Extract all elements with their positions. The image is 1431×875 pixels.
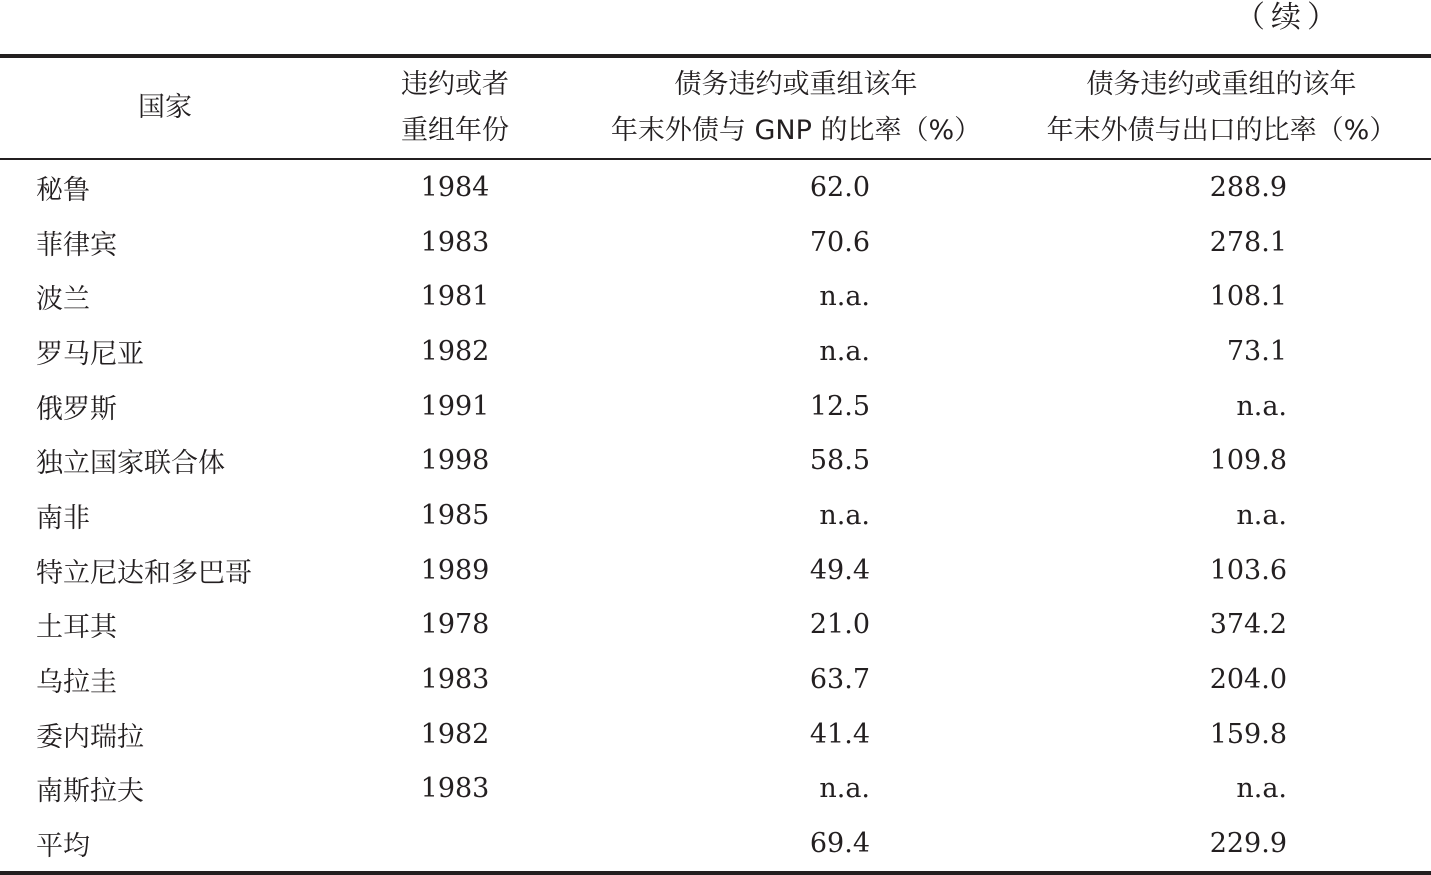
header-year [330, 56, 580, 159]
table-row [0, 215, 1431, 270]
year-cell: 1983 [420, 773, 490, 805]
country-cell: 特立尼达和多巴哥 [36, 557, 252, 589]
header-row [0, 56, 1431, 159]
table-row [0, 707, 1431, 762]
year-cell: 1991 [420, 390, 490, 422]
country-cell: 俄罗斯 [36, 393, 117, 425]
average-debt-gnp: 69.4 [809, 828, 870, 860]
debt-exports-cell: 103.6 [1209, 554, 1287, 586]
debt-gnp-cell: 70.6 [809, 226, 870, 258]
debt-exports-cell: n.a. [1236, 773, 1287, 805]
header-country [0, 56, 330, 159]
continued-label: （续） [1235, 0, 1343, 35]
debt-exports-cell: n.a. [1236, 499, 1287, 531]
table-header [0, 56, 1431, 159]
table-row [0, 159, 1431, 215]
year-cell: 1989 [420, 554, 490, 586]
debt-exports-cell: 288.9 [1209, 171, 1287, 203]
debt-gnp-cell: n.a. [819, 499, 870, 531]
year-cell: 1998 [420, 445, 490, 477]
country-cell: 罗马尼亚 [36, 338, 144, 370]
debt-exports-cell: 109.8 [1209, 445, 1287, 477]
debt-gnp-cell: 12.5 [809, 390, 870, 422]
table-row [0, 433, 1431, 488]
debt-gnp-cell: 63.7 [809, 664, 870, 696]
table-row [0, 762, 1431, 817]
debt-gnp-cell: n.a. [819, 281, 870, 313]
year-cell: 1983 [420, 664, 490, 696]
average-row [0, 816, 1431, 873]
debt-default-table [0, 54, 1431, 875]
header-debt-gnp-line1: 债务违约或重组该年 [674, 69, 918, 100]
country-cell: 土耳其 [36, 612, 117, 644]
table-row [0, 543, 1431, 598]
debt-exports-cell: 204.0 [1209, 664, 1287, 696]
country-cell: 委内瑞拉 [36, 721, 144, 753]
year-cell: 1982 [420, 335, 490, 367]
year-cell: 1981 [420, 281, 490, 313]
country-cell: 南斯拉夫 [36, 776, 144, 808]
country-cell: 秘鲁 [36, 174, 90, 206]
table-row [0, 379, 1431, 434]
year-cell: 1982 [420, 718, 490, 750]
debt-exports-cell: 108.1 [1209, 281, 1287, 313]
header-country-label: 国家 [138, 92, 192, 123]
debt-gnp-cell: 62.0 [809, 171, 870, 203]
debt-gnp-cell: 58.5 [809, 445, 870, 477]
country-cell: 菲律宾 [36, 229, 117, 261]
average-label: 平均 [36, 831, 90, 863]
average-year-cell [330, 816, 580, 873]
year-cell: 1983 [420, 226, 490, 258]
header-year-line1: 违约或者 [401, 69, 509, 100]
table-body [0, 159, 1431, 873]
table-row [0, 488, 1431, 543]
year-cell: 1978 [420, 609, 490, 641]
header-debt-gnp [580, 56, 1012, 159]
header-debt-exports [1012, 56, 1431, 159]
table-row [0, 269, 1431, 324]
year-cell: 1985 [420, 499, 490, 531]
debt-gnp-cell: 49.4 [809, 554, 870, 586]
debt-exports-cell: n.a. [1236, 390, 1287, 422]
country-cell: 乌拉圭 [36, 667, 117, 699]
header-debt-gnp-line2: 年末外债与 GNP 的比率（%） [610, 115, 982, 146]
average-debt-exports: 229.9 [1209, 828, 1287, 860]
debt-exports-cell: 278.1 [1209, 226, 1287, 258]
header-debt-exports-line1: 债务违约或重组的该年 [1086, 69, 1357, 100]
country-cell: 波兰 [36, 284, 90, 316]
table-row [0, 324, 1431, 379]
year-cell: 1984 [420, 171, 490, 203]
table-row [0, 652, 1431, 707]
debt-gnp-cell: 41.4 [809, 718, 870, 750]
debt-exports-cell: 159.8 [1209, 718, 1287, 750]
debt-gnp-cell: n.a. [819, 335, 870, 367]
debt-gnp-cell: n.a. [819, 773, 870, 805]
header-debt-exports-line2: 年末外债与出口的比率（%） [1046, 115, 1397, 146]
country-cell: 南非 [36, 502, 90, 534]
table-row [0, 598, 1431, 653]
debt-exports-cell: 374.2 [1209, 609, 1287, 641]
header-year-line2: 重组年份 [401, 115, 509, 146]
country-cell: 独立国家联合体 [36, 448, 225, 480]
debt-gnp-cell: 21.0 [809, 609, 870, 641]
debt-exports-cell: 73.1 [1226, 335, 1287, 367]
